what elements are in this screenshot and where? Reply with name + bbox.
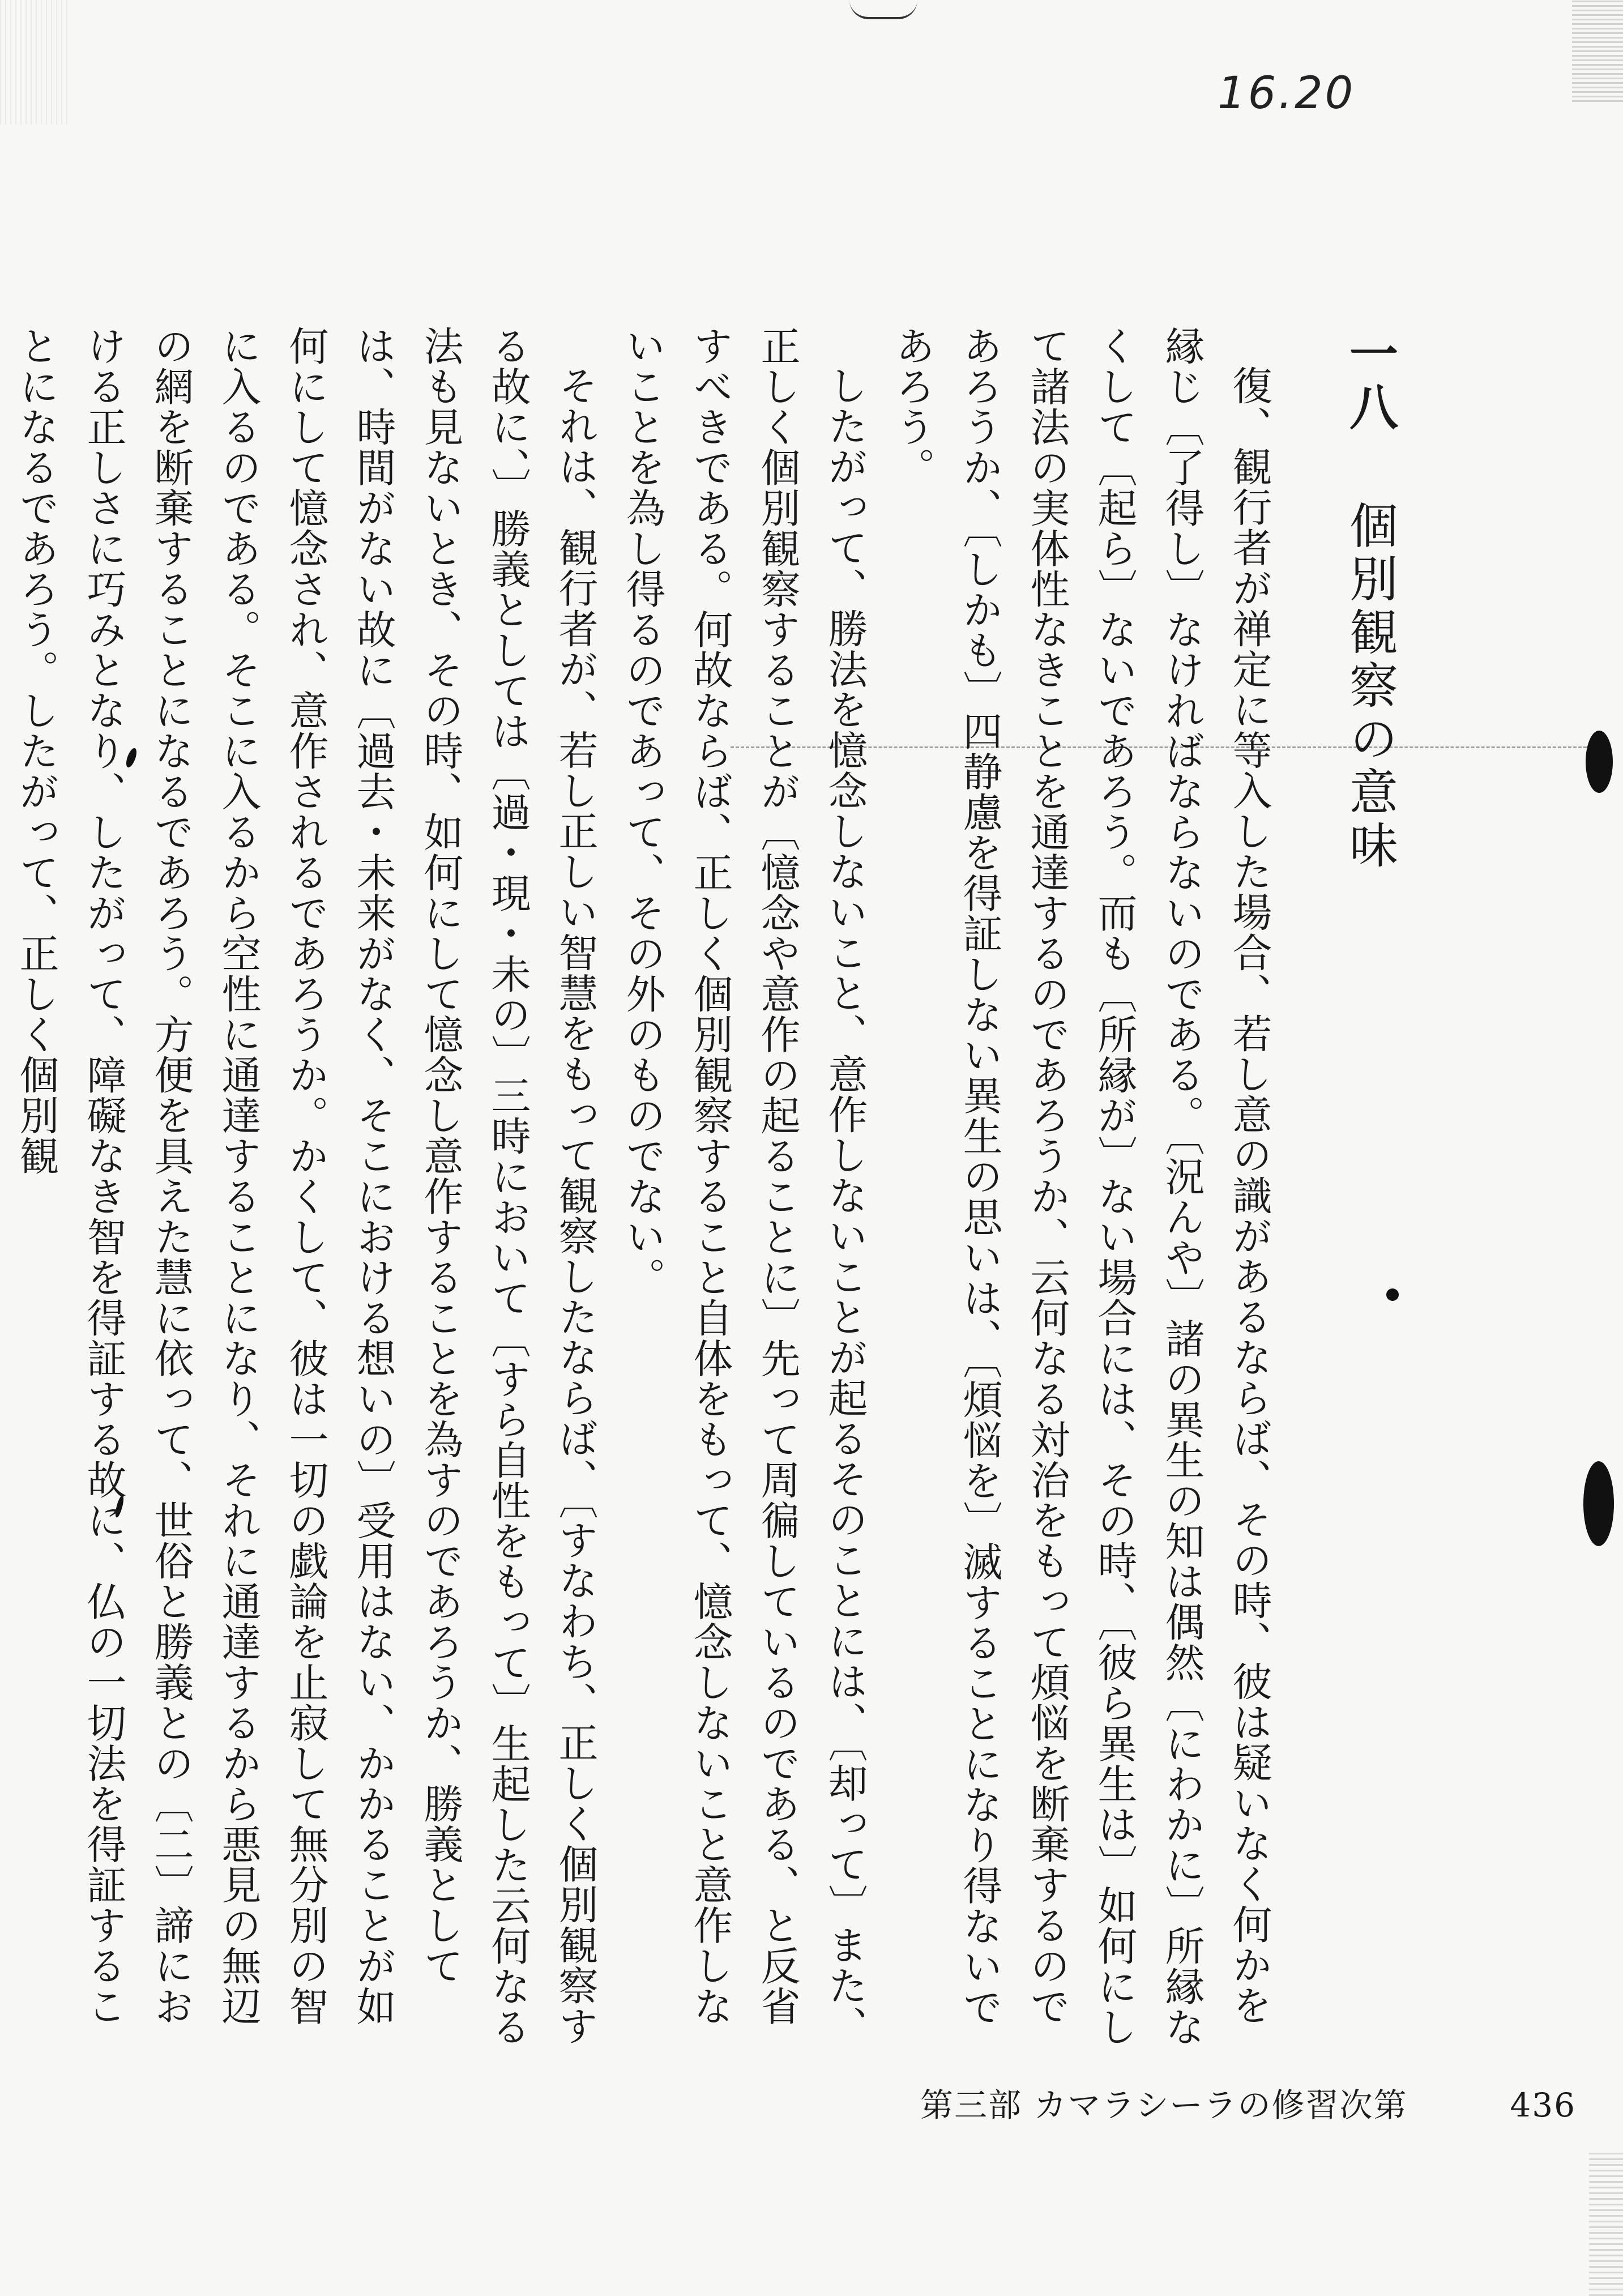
- scan-noise-top-left: [0, 0, 68, 125]
- paragraph: 復、観行者が禅定に等入した場合、若し意の識があるならば、その時、彼は疑いなく何かを縁じ〔了得し〕なければならないのである。〔況んや〕諸の異生の知は偶然〔にわかに〕所縁なくして〔起ら〕ないであろう。而も〔所縁が〕ない場合には、その時、〔彼ら異生は〕如何にして諸法の実体性なきことを通達するのであろうか、云何なる対治をもって煩悩を断棄するのであろうか、〔しかも〕四静慮を得証しない異生の思いは、〔煩悩を〕滅することになり得ないであろう。: [889, 326, 1272, 2047]
- section-title: 個別観察の意味: [1341, 500, 1398, 873]
- footer-part: 第三部: [920, 2086, 1023, 2124]
- ink-speck: [1386, 1288, 1399, 1301]
- scan-noise-top-right: [1572, 0, 1623, 102]
- binder-hole-mark: [1586, 731, 1613, 793]
- section-heading: [1342, 328, 1396, 873]
- paragraph: それは、観行者が、若し正しい智慧をもって観察したならば、〔すなわち、正しく個別観察する故に、〕勝義としては〔過・現・未の〕三時において〔すら自性をもって〕生起した云何なる法も見ないとき、その時、如何にして憶念し意作することを為すのであろうか、勝義としては、時間がない故に〔過去・未来がなく、そこにおける想いの〕受用はない、かかることが如何にして憶念され、意作されるであろうか。かくして、彼は一切の戯論を止寂して無分別の智に入るのである。そこに入るから空性に通達することになり、それに通達するから悪見の無辺の網を断棄することになるであろう。方便を具えた慧に依って、世俗と勝義との〔二〕諦における正しさに巧みとなり、したがって、障礙なき智を得証する故に、仏の一切法を得証することになるであろう。したがって、正しく個別観: [13, 326, 599, 2047]
- page-footer: [920, 2079, 1576, 2126]
- page-number: 436: [1510, 2086, 1577, 2124]
- top-edge-mark: [849, 0, 917, 19]
- paragraph: したがって、勝法を憶念しないこと、意作しないことが起るそのことには、〔却って〕また、正しく個別観察することが〔憶念や意作の起ることに〕先って周徧しているのである、と反省すべきである。何故ならば、正しく個別観察すること自体をもって、憶念しないこと意作しないことを為し得るのであって、その外のものでない。: [620, 326, 868, 2046]
- binder-hole-mark: [1583, 1461, 1614, 1546]
- body-text: [13, 326, 1283, 2053]
- scan-noise-bottom-right: [1589, 2149, 1623, 2296]
- footer-title: カマラシーラの修習次第: [1033, 2086, 1408, 2124]
- handwritten-note: 16.20: [1218, 68, 1356, 119]
- section-number: 一八: [1341, 328, 1398, 435]
